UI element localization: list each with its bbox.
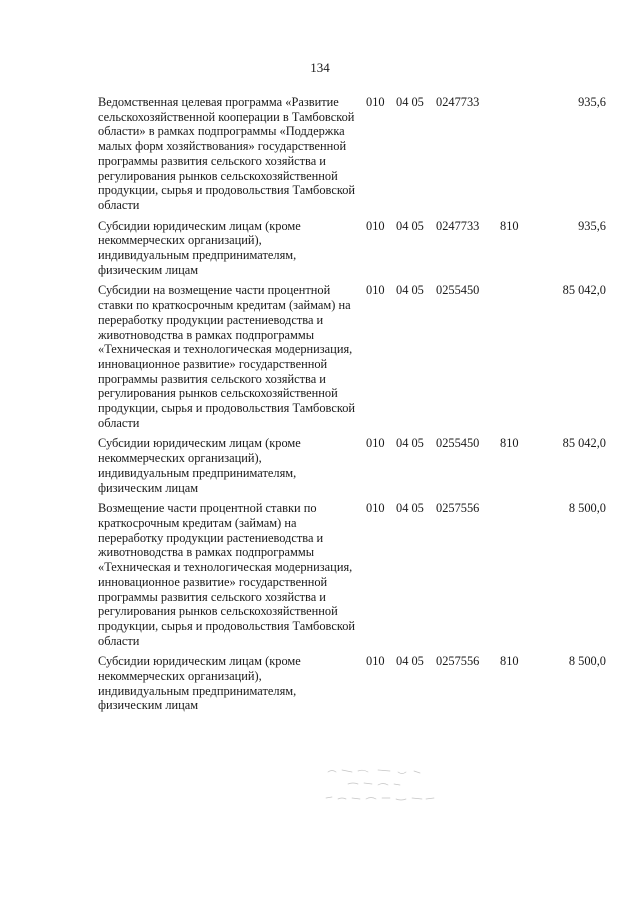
row-name: Субсидии юридическим лицам (кроме некоммерческих организаций), индивидуальным предпринимателям, физическим лицам <box>98 218 301 277</box>
row-section-code: 04 05 <box>396 218 424 233</box>
row-name: Ведомственная целевая программа «Развитие сельскохозяйственной кооперации в Тамбовской области» в рамках подпрограммы «Поддержка малых форм хозяйствования» государственной программы развития сельского хозяйства и регулирования рынков сельскохозяйственной продукции, сырья и продовольствия Тамбовской области <box>98 95 356 212</box>
row-target-code: 0255450 <box>436 283 480 298</box>
table-row <box>98 654 606 713</box>
row-name: Субсидии юридическим лицам (кроме некоммерческих организаций), индивидуальным предпринимателям, физическим лицам <box>98 436 301 495</box>
row-expense-type: 810 <box>500 218 519 233</box>
row-target-code: 0247733 <box>436 95 480 109</box>
row-target-code: 0257556 <box>436 654 480 669</box>
row-expense-type: 810 <box>500 654 519 669</box>
row-ministry-code: 010 <box>366 654 385 669</box>
budget-table <box>98 95 606 719</box>
row-amount: 8 500,0 <box>568 654 606 669</box>
table-row <box>98 95 606 213</box>
table-row <box>98 501 606 648</box>
stamp-mark-icon <box>318 762 448 812</box>
row-ministry-code: 010 <box>366 283 385 298</box>
row-section-code: 04 05 <box>396 654 424 669</box>
row-name: Субсидии юридическим лицам (кроме некоммерческих организаций), индивидуальным предпринимателям, физическим лицам <box>98 654 301 713</box>
row-name: Субсидии на возмещение части процентной ставки по краткосрочным кредитам (займам) на переработку продукции растениеводства и животноводства в рамках подпрограммы «Техническая и технологическая модернизация, инновационное развитие» государственной программы развития сельского хозяйства и регулирования рынков сельскохозяйственной продукции, сырья и продовольствия Тамбовской области <box>98 283 356 430</box>
row-amount: 935,6 <box>578 95 606 109</box>
row-target-code: 0247733 <box>436 218 480 233</box>
row-amount: 935,6 <box>578 218 606 233</box>
table-row <box>98 436 606 495</box>
row-section-code: 04 05 <box>396 436 424 451</box>
row-target-code: 0255450 <box>436 436 480 451</box>
row-section-code: 04 05 <box>396 283 424 298</box>
row-section-code: 04 05 <box>396 501 424 516</box>
row-name: Возмещение части процентной ставки по краткосрочным кредитам (займам) на переработку продукции растениеводства и животноводства в рамках подпрограммы «Техническая и технологическая модернизация, инновационное развитие» государственной программы развития сельского хозяйства и регулирования рынков сельскохозяйственной продукции, сырья и продовольствия Тамбовской области <box>98 501 356 648</box>
row-target-code: 0257556 <box>436 501 480 516</box>
row-amount: 8 500,0 <box>568 501 606 516</box>
row-ministry-code: 010 <box>366 218 385 233</box>
row-ministry-code: 010 <box>366 436 385 451</box>
row-expense-type: 810 <box>500 436 519 451</box>
page-number: 134 <box>310 60 330 75</box>
row-ministry-code: 010 <box>366 501 385 516</box>
row-amount: 85 042,0 <box>562 283 606 298</box>
row-section-code: 04 05 <box>396 95 424 109</box>
table-row <box>98 283 606 430</box>
row-amount: 85 042,0 <box>562 436 606 451</box>
row-ministry-code: 010 <box>366 95 385 109</box>
table-row <box>98 219 606 278</box>
